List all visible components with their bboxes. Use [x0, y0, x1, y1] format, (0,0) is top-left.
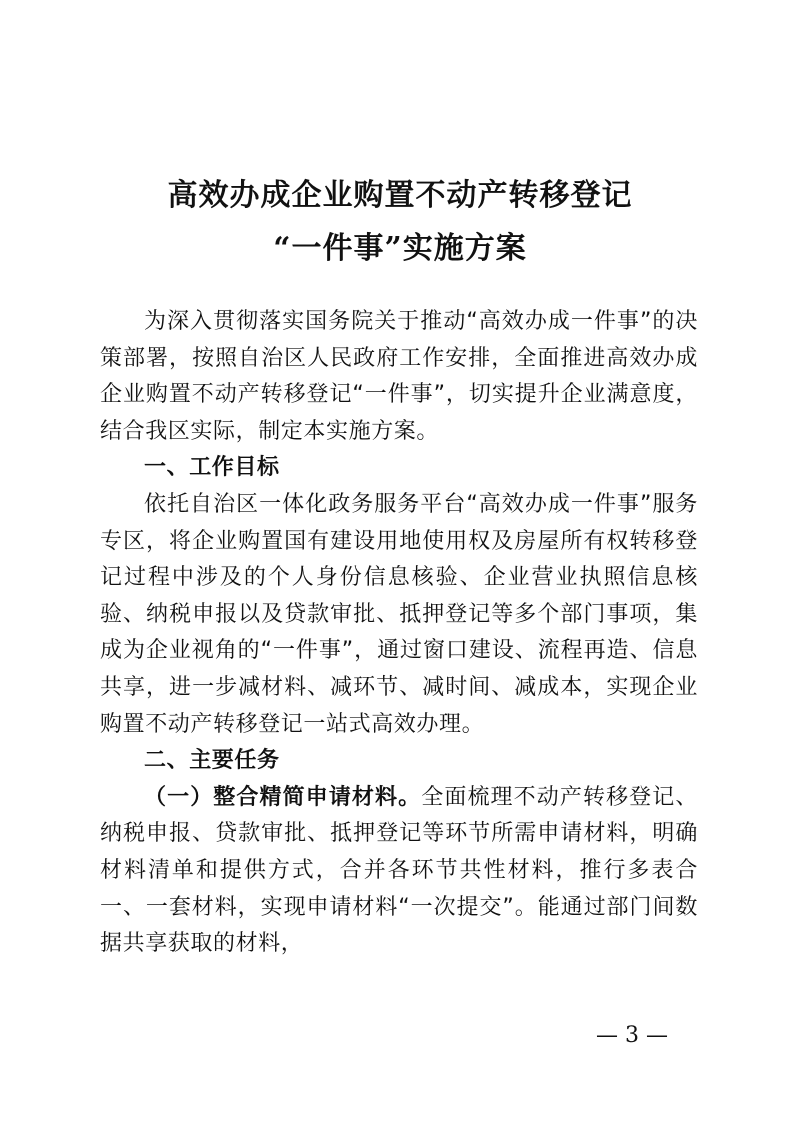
document-title-line1: 高效办成企业购置不动产转移登记	[167, 178, 633, 213]
section1-paragraph: 依托自治区一体化政务服务平台“高效办成一件事”服务专区，将企业购置国有建设用地使用权及房屋所有权转移登记过程中涉及的个人身份信息核验、企业营业执照信息核验、纳税申报以及贷款审批、抵押登记等多个部门事项，集成为企业视角的“一件事”，通过窗口建设、流程再造、信息共享，进一步减材料、减环节、减时间、减成本，实现企业购置不动产转移登记一站式高效办理。	[100, 491, 698, 737]
section2-heading: 二、主要任务	[144, 748, 280, 774]
document-body	[100, 304, 698, 963]
item1-text: 全面梳理不动产转移登记、纳税申报、贷款审批、抵押登记等环节所需申请材料，明确材料清单和提供方式，合并各环节共性材料，推行多表合一、一套材料，实现申请材料“一次提交”。能通过部门间数据共享获取的材料，	[100, 784, 698, 957]
document-title-line2: “一件事”实施方案	[273, 231, 527, 266]
item1-label: （一）整合精简申请材料。	[144, 784, 422, 810]
section2-item1-paragraph	[100, 780, 698, 963]
section1-heading: 一、工作目标	[144, 455, 280, 481]
page-number: — 3 —	[596, 1023, 668, 1048]
intro-paragraph: 为深入贯彻落实国务院关于推动“高效办成一件事”的决策部署，按照自治区人民政府工作安排，全面推进高效办成企业购置不动产转移登记“一件事”，切实提升企业满意度，结合我区实际，制定本实施方案。	[100, 309, 698, 444]
